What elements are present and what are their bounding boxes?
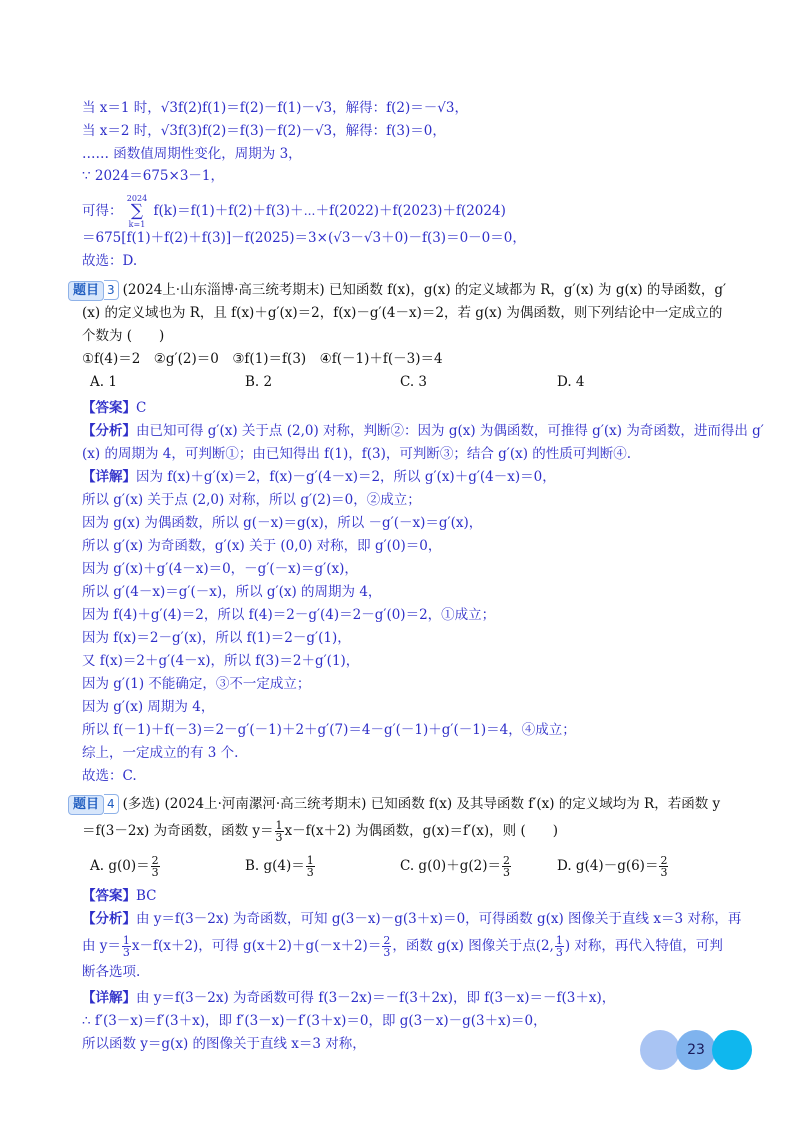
- decor-circle: [640, 1030, 680, 1070]
- detail-line: 所以 g′(x) 关于点 (2,0) 对称，所以 g′(2)＝0，②成立；: [82, 492, 421, 508]
- analysis-text: 由已知可得 g′(x) 关于点 (2,0) 对称，判断②：因为 g(x) 为偶函数，可推得 g′(x) 为奇函数，进而得出 g′: [136, 423, 764, 439]
- option-d: D. 4: [557, 374, 585, 390]
- solution-text: 可得：: [82, 203, 123, 219]
- detail-line: 又 f(x)＝2＋g′(4－x)，所以 f(3)＝2＋g′(1)，: [82, 653, 360, 669]
- detail-line: 所以函数 y＝g(x) 的图像关于直线 x＝3 对称，: [82, 1036, 366, 1052]
- detail-line: [82, 467, 556, 487]
- sigma-upper: 2024: [126, 194, 148, 203]
- analysis-line: [82, 909, 741, 929]
- question-text: (2024上·山东淄博·高三统考期末) 已知函数 f(x)，g(x) 的定义域都为 R，g′(x) 为 g(x) 的导函数，g′: [122, 282, 727, 298]
- solution-text: f(k)＝f(1)＋f(2)＋f(3)＋⋯＋f(2022)＋f(2023)＋f(2024): [153, 203, 506, 219]
- question-4-line-1: [68, 794, 720, 815]
- analysis-text: 由 y＝f(3－2x) 为奇函数，可知 g(3－x)－g(3＋x)＝0，可得函数 g(x) 图像关于直线 x＝3 对称，再: [136, 911, 742, 927]
- question-3-line-1: [68, 280, 726, 301]
- sigma-glyph: ∑: [130, 201, 144, 221]
- detail-line: [82, 988, 615, 1008]
- detail-line: 所以 f(－1)＋f(－3)＝2－g′(－1)＋2＋g′(7)＝4－g′(－1)＋g′(－1)＝4，④成立；: [82, 722, 576, 738]
- detail-line: 故选：C.: [82, 768, 137, 784]
- question-number: 4: [104, 794, 119, 814]
- fraction-one-third: $\frac{1}{3}$: [275, 819, 283, 844]
- detail-line: 因为 g′(x)＋g′(4－x)＝0，－g′(－x)＝g′(x)，: [82, 561, 358, 577]
- solution-line: 当 x＝1 时，√3f(2)f(1)＝f(2)－f(1)－√3，解得：f(2)＝－√3，: [82, 100, 468, 116]
- analysis-label: 【分析】: [82, 911, 136, 927]
- question-number: 3: [104, 280, 119, 300]
- detail-label: 【详解】: [82, 990, 136, 1006]
- analysis-label: 【分析】: [82, 423, 136, 439]
- option-d: D. g(4)－g(6)＝ $\frac{2}{3}$: [557, 854, 668, 879]
- detail-line: 因为 g′(1) 不能确定，③不一定成立；: [82, 676, 311, 692]
- analysis-line: [82, 421, 764, 441]
- fraction-two-thirds: $\frac{2}{3}$: [383, 934, 391, 959]
- option-c: C. g(0)＋g(2)＝ $\frac{2}{3}$: [400, 854, 510, 879]
- answer-value: BC: [136, 888, 157, 904]
- answer-label: 【答案】: [82, 400, 136, 416]
- option-b: B. g(4)＝ $\frac{1}{3}$: [245, 854, 314, 879]
- detail-line: 因为 g(x) 为偶函数，所以 g(－x)＝g(x)，所以 －g′(－x)＝g′(x)，: [82, 515, 483, 531]
- question-4-line-2: [82, 818, 558, 844]
- answer-value: C: [136, 400, 147, 416]
- option-a: A. 1: [90, 374, 117, 390]
- question-text: x－f(x＋2) 为偶函数，g(x)＝f′(x)，则 ( ): [284, 823, 558, 839]
- page-number: 23: [687, 1042, 705, 1058]
- fraction-two-thirds: $\frac{2}{3}$: [151, 854, 159, 879]
- sigma-symbol: [127, 194, 147, 229]
- solution-sum-line: [82, 194, 506, 229]
- question-3-line-2: (x) 的定义域也为 R，且 f(x)＋g′(x)＝2，f(x)－g′(4－x)＝2，若 g(x) 为偶函数，则下列结论中一定成立的: [82, 305, 723, 321]
- answer-line: [82, 886, 157, 906]
- detail-line: 综上，一定成立的有 3 个.: [82, 745, 239, 761]
- solution-line: ＝675[f(1)＋f(2)＋f(3)]－f(2025)＝3×(√3－√3＋0)－f(3)＝0－0＝0，: [82, 230, 526, 246]
- fraction-two-thirds: $\frac{2}{3}$: [660, 854, 668, 879]
- analysis-line: (x) 的周期为 4，可判断①；由已知得出 f(1)，f(3)，可判断③；结合 g′(x) 的性质可判断④.: [82, 446, 632, 462]
- detail-line: ∴ f′(3－x)＝f′(3＋x)，即 f′(3－x)－f′(3＋x)＝0，即 g(3－x)－g(3＋x)＝0，: [82, 1013, 547, 1029]
- option-b: B. 2: [245, 374, 273, 390]
- solution-line: ∵ 2024＝675×3－1，: [82, 168, 224, 184]
- question-tag: 题目: [68, 281, 104, 301]
- question-3-line-3: 个数为 ( ): [82, 328, 165, 344]
- fraction-two-thirds: $\frac{2}{3}$: [502, 854, 510, 879]
- solution-line: 故选：D.: [82, 253, 138, 269]
- sigma-lower: k=1: [128, 220, 146, 229]
- detail-text: 因为 f(x)＋g′(x)＝2，f(x)－g′(4－x)＝2，所以 g′(x)＋g′(4－x)＝0，: [136, 469, 556, 485]
- question-text: ＝f(3－2x) 为奇函数，函数 y＝: [82, 823, 274, 839]
- fraction-one-third: $\frac{1}{3}$: [555, 934, 563, 959]
- analysis-line: 由 y＝ $\frac{1}{3}$ x－f(x＋2)，可得 g(x＋2)＋g(－x＋2)＝ $\frac{2}{3}$ ，函数 g(x) 图像关于点(2, $\frac{1}{3}$ ) 对称，再代入特值，可判: [82, 934, 723, 959]
- decor-circle: [712, 1030, 752, 1070]
- detail-line: 因为 f(x)＝2－g′(x)，所以 f(1)＝2－g′(1)，: [82, 630, 351, 646]
- solution-line: 当 x＝2 时，√3f(3)f(2)＝f(3)－f(2)－√3，解得：f(3)＝0，: [82, 123, 446, 139]
- page-number-badge: [640, 1030, 752, 1070]
- fraction-one-third: $\frac{1}{3}$: [122, 934, 130, 959]
- question-text: (多选) (2024上·河南漯河·高三统考期末) 已知函数 f(x) 及其导函数 f′(x) 的定义域均为 R，若函数 y: [122, 796, 721, 812]
- detail-line: 因为 g′(x) 周期为 4，: [82, 699, 215, 715]
- question-3-statements: ①f(4)＝2 ②g′(2)＝0 ③f(1)＝f(3) ④f(－1)＋f(－3)＝4: [82, 351, 443, 367]
- solution-line: …… 函数值周期性变化，周期为 3，: [82, 146, 302, 162]
- option-c: C. 3: [400, 374, 428, 390]
- detail-line: 所以 g′(4－x)＝g′(－x)，所以 g′(x) 的周期为 4，: [82, 584, 382, 600]
- answer-label: 【答案】: [82, 888, 136, 904]
- question-tag: 题目: [68, 795, 104, 815]
- analysis-line: 断各选项.: [82, 964, 141, 980]
- detail-text: 由 y＝f(3－2x) 为奇函数可得 f(3－2x)＝－f(3＋2x)，即 f(3－x)＝－f(3＋x)，: [136, 990, 616, 1006]
- detail-line: 所以 g′(x) 为奇函数，g′(x) 关于 (0,0) 对称，即 g′(0)＝0，: [82, 538, 442, 554]
- detail-line: 因为 f(4)＋g′(4)＝2，所以 f(4)＝2－g′(4)＝2－g′(0)＝2，①成立；: [82, 607, 496, 623]
- fraction-one-third: $\frac{1}{3}$: [306, 854, 314, 879]
- option-a: A. g(0)＝ $\frac{2}{3}$: [90, 854, 159, 879]
- detail-label: 【详解】: [82, 469, 136, 485]
- answer-line: [82, 398, 146, 418]
